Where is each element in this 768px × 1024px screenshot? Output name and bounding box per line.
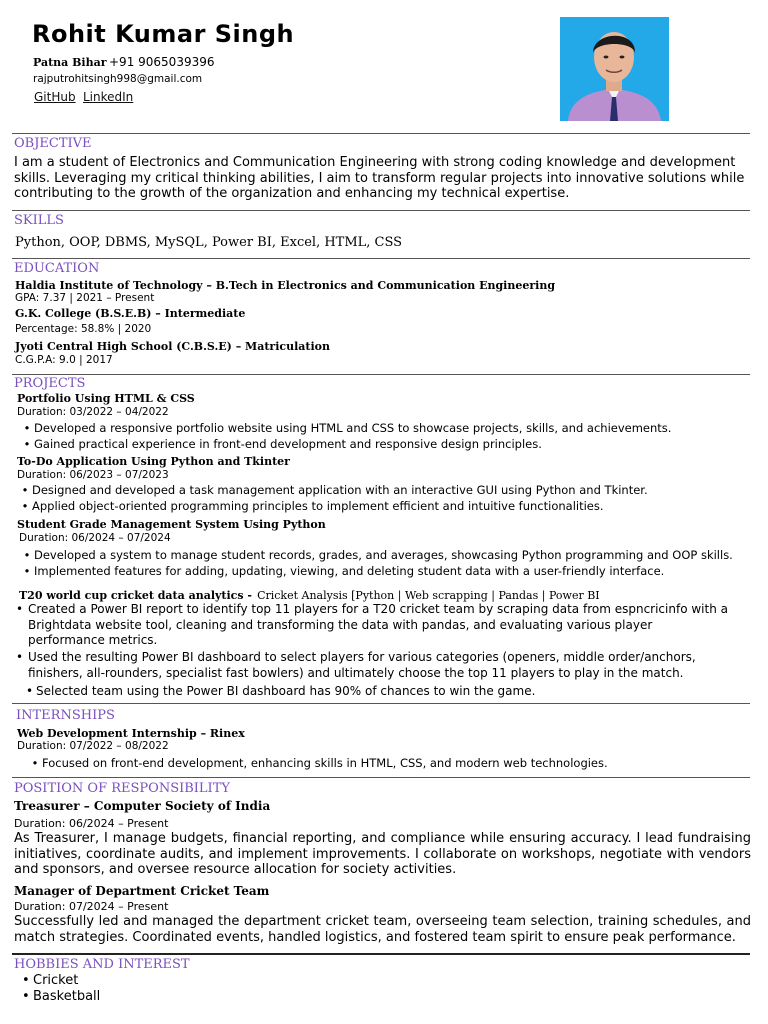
location-text: Patna Bihar <box>33 56 107 69</box>
education-detail: GPA: 7.37 | 2021 – Present <box>15 292 155 304</box>
section-divider <box>12 703 750 704</box>
list-item: • Focused on front-end development, enhancing skills in HTML, CSS, and modern web technologies. <box>31 756 608 770</box>
project-duration: Duration: 03/2022 – 04/2022 <box>17 406 169 418</box>
section-title-internships: INTERNSHIPS <box>16 708 115 723</box>
section-divider <box>12 374 750 375</box>
position-duration: Duration: 06/2024 – Present <box>14 817 169 830</box>
section-divider <box>12 133 750 134</box>
list-item: • Implemented features for adding, updating, viewing, and deleting student data with a user-friendly interface. <box>23 564 665 578</box>
section-title-skills: SKILLS <box>14 213 64 228</box>
project-title: Portfolio Using HTML & CSS <box>17 392 195 405</box>
education-institution: G.K. College (B.S.E.B) – Intermediate <box>15 307 246 320</box>
position-title: Manager of Department Cricket Team <box>14 884 270 898</box>
github-link[interactable]: GitHub <box>34 90 76 104</box>
list-item: • Basketball <box>22 989 101 1004</box>
list-item: • Designed and developed a task management application with an interactive GUI using Python and Tkinter. <box>21 483 648 497</box>
section-divider <box>12 210 750 211</box>
project-title: T20 world cup cricket data analytics - <box>19 589 252 602</box>
position-description: Successfully led and managed the department cricket team, overseeing team selection, training schedules, and match strategies. Coordinated events, handled logistics, and fostered team spirit to ensure peak performance. <box>14 914 751 945</box>
project-tags: Cricket Analysis [Python | Web scrapping | Pandas | Power BI <box>257 589 600 602</box>
position-duration: Duration: 07/2024 – Present <box>14 900 169 913</box>
objective-text: I am a student of Electronics and Communication Engineering with strong coding knowledge and development skills. Leveraging my critical thinking abilities, I aim to transform regular projects into innovative solutions while contributing to the growth of the organization and enhancing my technical expertise. <box>14 155 745 201</box>
education-detail: Percentage: 58.8% | 2020 <box>15 323 152 335</box>
section-divider <box>12 953 750 955</box>
section-title-education: EDUCATION <box>14 261 100 276</box>
section-divider <box>12 777 750 778</box>
education-institution: Jyoti Central High School (C.B.S.E) – Matriculation <box>15 340 331 353</box>
project-duration: Duration: 06/2023 – 07/2023 <box>17 469 169 481</box>
list-item: • Selected team using the Power BI dashboard has 90% of chances to win the game. <box>26 684 536 698</box>
list-item: • Developed a system to manage student records, grades, and averages, showcasing Python programming and OOP skills. <box>23 548 733 562</box>
section-title-objective: OBJECTIVE <box>14 136 92 151</box>
linkedin-link[interactable]: LinkedIn <box>83 90 134 104</box>
section-title-projects: PROJECTS <box>14 376 86 391</box>
internship-title: Web Development Internship – Rinex <box>17 727 245 740</box>
section-title-responsibility: POSITION OF RESPONSIBILITY <box>14 781 230 796</box>
internship-duration: Duration: 07/2022 – 08/2022 <box>17 740 169 752</box>
email-address: rajputrohitsingh998@gmail.com <box>33 73 203 85</box>
project-duration: Duration: 06/2024 – 07/2024 <box>19 532 171 544</box>
education-detail: C.G.P.A: 9.0 | 2017 <box>15 354 113 366</box>
list-item: • Cricket <box>22 973 79 988</box>
candidate-name: Rohit Kumar Singh <box>32 20 295 48</box>
list-item: • Used the resulting Power BI dashboard to select players for various categories (openers, middle order/anchors, finishers, all-rounders, specialist fast bowlers) and ultimately choose the top 11 players to play in the match. <box>16 650 696 680</box>
position-title: Treasurer – Computer Society of India <box>14 799 271 813</box>
phone-number: +91 9065039396 <box>109 55 215 69</box>
section-divider <box>12 258 750 259</box>
list-item: • Applied object-oriented programming principles to implement efficient and intuitive functionalities. <box>21 499 604 513</box>
list-item: • Gained practical experience in front-end development and responsive design principles. <box>23 437 542 451</box>
project-title: To-Do Application Using Python and Tkinter <box>17 455 290 468</box>
list-item: • Created a Power BI report to identify top 11 players for a T20 cricket team by scraping data from espncricinfo with a Brightdata website tool, cleaning and transforming the data with pandas, and evaluating various player performance metrics. <box>16 602 728 647</box>
list-item: • Developed a responsive portfolio website using HTML and CSS to showcase projects, skills, and achievements. <box>23 421 672 435</box>
project-title: Student Grade Management System Using Python <box>17 518 326 531</box>
skills-list: Python, OOP, DBMS, MySQL, Power BI, Excel, HTML, CSS <box>15 235 403 250</box>
profile-photo <box>560 17 669 121</box>
position-description: As Treasurer, I manage budgets, financial reporting, and compliance while ensuring accuracy. I lead fundraising initiatives, coordinate audits, and implement improvements. I collaborate on workshops, negotiate with vendors and sponsors, and oversee resource allocation for society activities. <box>14 831 751 877</box>
education-institution: Haldia Institute of Technology – B.Tech in Electronics and Communication Engineering <box>15 279 556 292</box>
section-title-hobbies: HOBBIES AND INTEREST <box>14 957 190 972</box>
project-heading <box>19 584 600 603</box>
